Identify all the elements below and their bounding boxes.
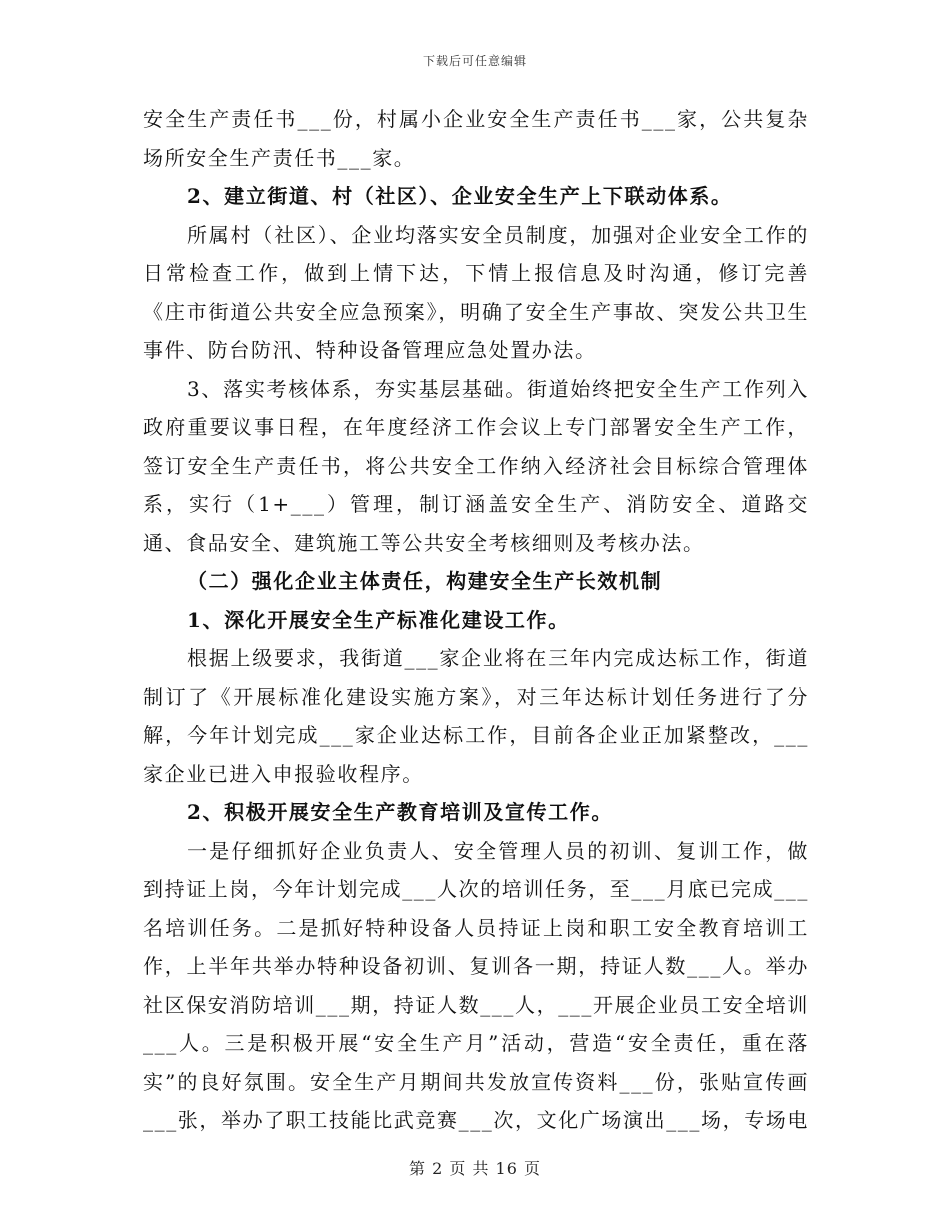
subheading-training-publicity: 2、积极开展安全生产教育培训及宣传工作。 [187,800,613,824]
subheading-standardization: 1、深化开展安全生产标准化建设工作。 [187,607,570,632]
paragraph-standardization: 根据上级要求，我街道___家企业将在三年内完成达标工作，街道制订了《开展标准化建设实施方案》，对三年达标计划任务进行了分解，今年计划完成___家企业达标工作，目前各企业正加紧整改，___家企业已进入申报验收程序。 [143,646,809,786]
page-number: 第 2 页 共 16 页 [409,1159,541,1178]
paragraph-continued: 安全生产责任书___份，村属小企业安全生产责任书___家，公共复杂场所安全生产责任书___家。 [143,107,809,170]
paragraph-safety-officer: 所属村（社区）、企业均落实安全员制度，加强对企业安全工作的日常检查工作，做到上情下达，下情上报信息及时沟通，修订完善《庄市街道公共安全应急预案》，明确了安全生产事故、突发公共卫生事件、防台防汛、特种设备管理应急处置办法。 [143,222,809,362]
paragraph-training-publicity: 一是仔细抓好企业负责人、安全管理人员的初训、复训工作，做到持证上岗，今年计划完成___人次的培训任务，至___月底已完成___名培训任务。二是抓好特种设备人员持证上岗和职工安全教育培训工作，上半年共举办特种设备初训、复训各一期，持证人数___人。举办社区保安消防培训___期，持证人数___人，___开展企业员工安全培训___人。三是积极开展“安全生产月”活动，营造“安全责任，重在落实”的良好氛围。安全生产月期间共发放宣传资料___份，张贴宣传画___张，举办了职工技能比武竞赛___次，文化广场演出___场，专场电 [143,838,809,1132]
subheading-linkage-system: 2、建立街道、村（社区）、企业安全生产上下联动体系。 [187,184,733,208]
page-header: 下载后可任意编辑 [422,54,527,68]
document-body [143,100,809,1140]
paragraph-assessment-system: 3、落实考核体系，夯实基层基础。街道始终把安全生产工作列入政府重要议事日程，在年度经济工作会议上专门部署安全生产工作，签订安全生产责任书，将公共安全工作纳入经济社会目标综合管理体系，实行（1+___）管理，制订涵盖安全生产、消防安全、道路交通、食品安全、建筑施工等公共安全考核细则及考核办法。 [143,376,809,555]
section-heading-enterprise-responsibility: （二）强化企业主体责任，构建安全生产长效机制 [187,569,663,593]
